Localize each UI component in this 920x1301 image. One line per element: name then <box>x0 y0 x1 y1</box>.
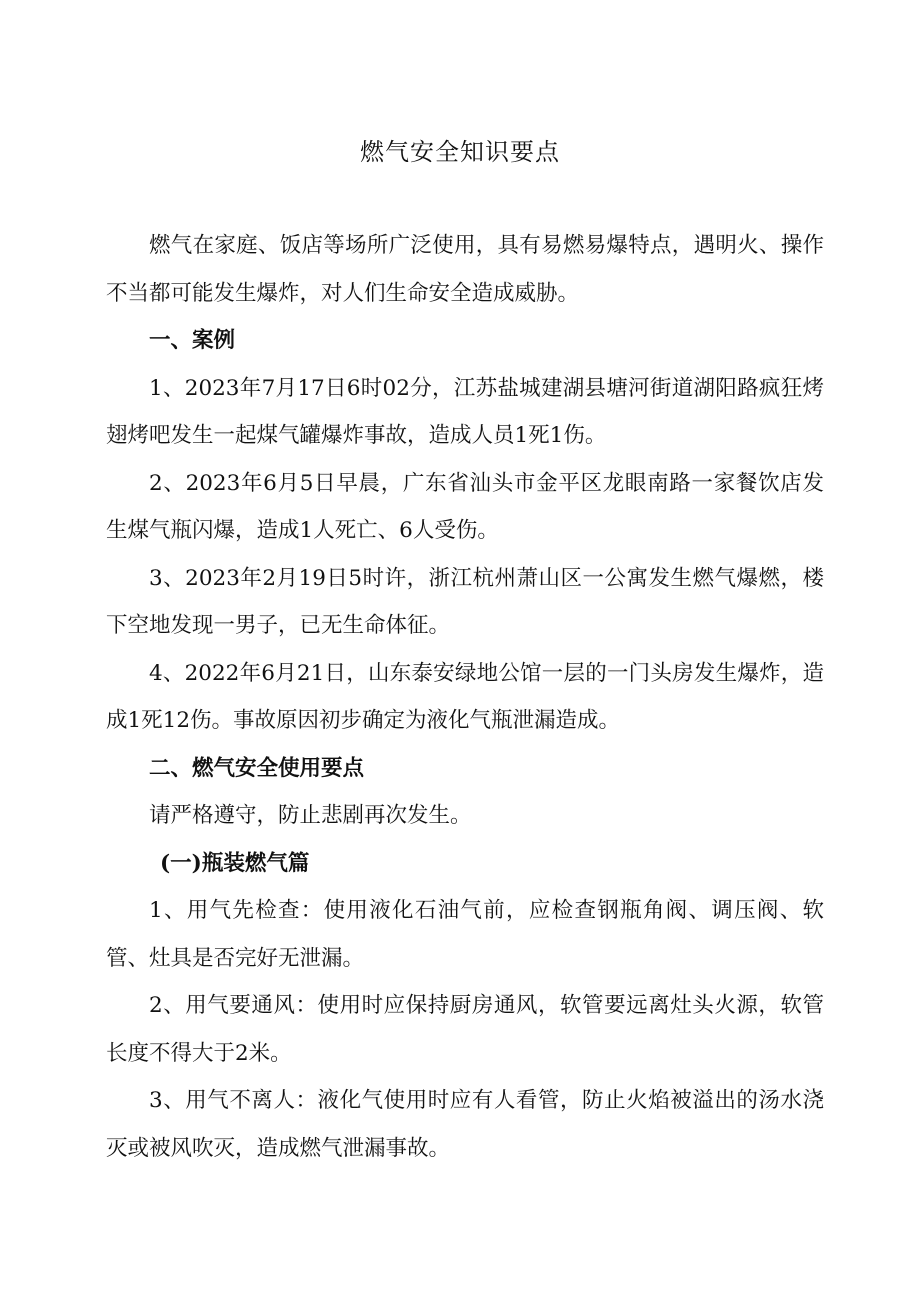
page-title: 燃气安全知识要点 <box>360 138 560 166</box>
safety-note: 请严格遵守，防止悲剧再次发生。 <box>149 803 472 828</box>
intro-paragraph: 燃气在家庭、饭店等场所广泛使用，具有易燃易爆特点，遇明火、操作不当都可能发生爆炸，对人们生命安全造成威胁。 <box>106 233 824 306</box>
case-item: 3、2023年2月19日5时许，浙江杭州萧山区一公寓发生燃气爆燃，楼下空地发现一男子，已无生命体征。 <box>106 565 824 638</box>
case-item: 4、2022年6月21日，山东泰安绿地公馆一层的一门头房发生爆炸，造成1死12伤。事故原因初步确定为液化气瓶泄漏造成。 <box>106 660 824 733</box>
case-item: 2、2023年6月5日早晨，广东省汕头市金平区龙眼南路一家餐饮店发生煤气瓶闪爆，造成1人死亡、6人受伤。 <box>106 470 824 543</box>
safety-item: 2、用气要通风：使用时应保持厨房通风，软管要远离灶头火源，软管长度不得大于2米。 <box>106 993 824 1066</box>
safety-item: 3、用气不离人：液化气使用时应有人看管，防止火焰被溢出的汤水浇灭或被风吹灭，造成燃气泄漏事故。 <box>106 1088 824 1161</box>
safety-item: 1、用气先检查：使用液化石油气前，应检查钢瓶角阀、调压阀、软管、灶具是否完好无泄漏。 <box>106 898 824 971</box>
document-body <box>106 222 824 1172</box>
case-item: 1、2023年7月17日6时02分，江苏盐城建湖县塘河街道湖阳路疯狂烤翅烤吧发生一起煤气罐爆炸事故，造成人员1死1伤。 <box>106 375 824 448</box>
section-heading-safety: 二、燃气安全使用要点 <box>149 755 365 781</box>
subsection-heading-bottled-gas: (一)瓶装燃气篇 <box>160 850 310 876</box>
section-heading-cases: 一、案例 <box>149 328 236 353</box>
